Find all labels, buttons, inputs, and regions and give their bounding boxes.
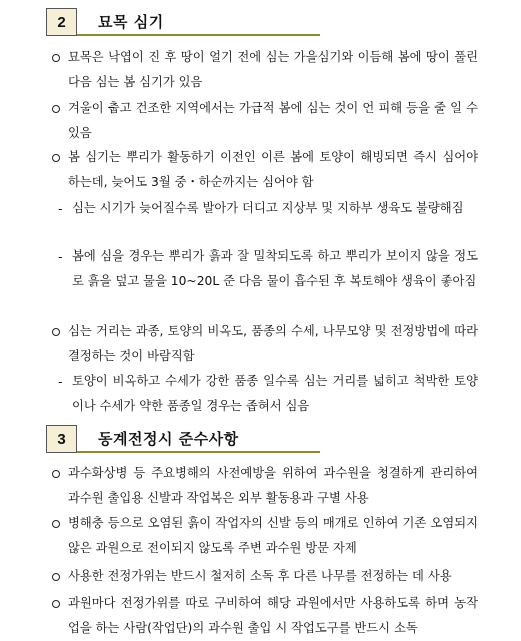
list-item-text: 심는 거리는 과종, 토양의 비옥도, 품종의 수세, 나무모양 및 전정방법에 따라 결정하는 것이 바람직함 <box>68 324 478 363</box>
list-item-text: 과원마다 전정가위를 따로 구비하여 해당 과원에서만 사용하도록 하며 농작업을 하는 사람(작업단)의 과수원 출입 시 작업도구를 반드시 소독 <box>68 596 478 635</box>
circle-bullet-icon <box>52 154 60 162</box>
section-2 <box>0 8 521 38</box>
title-underline <box>77 451 320 453</box>
dash-bullet: - <box>58 201 63 216</box>
list-item-text: 병해충 등으로 오염된 흙이 작업자의 신발 등의 매개로 인하여 기존 오염되지 않은 과원으로 전이되지 않도록 주변 과수원 방문 자제 <box>68 516 478 555</box>
list-item-text: 사용한 전정가위는 반드시 철저히 소독 후 다른 나무를 전정하는 데 사용 <box>68 569 452 583</box>
list-item-text: 봄 심기는 뿌리가 활동하기 이전인 이른 봄에 토양이 해빙되면 즉시 심어야 하는데, 늦어도 3월 중・하순까지는 심어야 함 <box>68 150 478 189</box>
section-title: 묘목 심기 <box>98 13 164 31</box>
title-underline <box>77 34 320 36</box>
dash-bullet: - <box>58 249 63 264</box>
circle-bullet-icon <box>52 520 60 528</box>
list-item-text: 토양이 비옥하고 수세가 강한 품종 일수록 심는 거리를 넓히고 척박한 토양이나 수세가 약한 품종일 경우는 좁혀서 심음 <box>72 374 478 413</box>
circle-bullet-icon <box>52 470 60 478</box>
section-2-header <box>0 8 521 38</box>
circle-bullet-icon <box>52 105 60 113</box>
section-number: 3 <box>46 425 77 453</box>
section-number: 2 <box>46 8 77 36</box>
list-item-text: 과수화상병 등 주요병해의 사전예방을 위하여 과수원을 청결하게 관리하여 과수원 출입용 신발과 작업복은 외부 활동용과 구별 사용 <box>68 466 478 505</box>
list-item-text: 봄에 심을 경우는 뿌리가 흙과 잘 밀착되도록 하고 뿌리가 보이지 않을 정도로 흙을 덮고 물을 10~20L 준 다음 물이 흡수된 후 복토해야 생육이 좋아짐 <box>72 249 478 288</box>
circle-bullet-icon <box>52 54 60 62</box>
circle-bullet-icon <box>52 600 60 608</box>
circle-bullet-icon <box>52 573 60 581</box>
section-title: 동계전정시 준수사항 <box>98 430 239 448</box>
list-item-text: 묘목은 낙엽이 진 후 땅이 얼기 전에 심는 가을심기와 이듬해 봄에 땅이 풀린 다음 심는 봄 심기가 있음 <box>68 50 478 89</box>
list-item-text: 겨울이 춥고 건조한 지역에서는 가급적 봄에 심는 것이 언 피해 등을 줄 일 수 있음 <box>68 101 478 140</box>
section-3 <box>0 425 521 455</box>
circle-bullet-icon <box>52 328 60 336</box>
dash-bullet: - <box>58 374 63 389</box>
section-3-header <box>0 425 521 455</box>
list-item-text: 심는 시기가 늦어질수록 발아가 더디고 지상부 및 지하부 생육도 불량해짐 <box>72 201 464 215</box>
